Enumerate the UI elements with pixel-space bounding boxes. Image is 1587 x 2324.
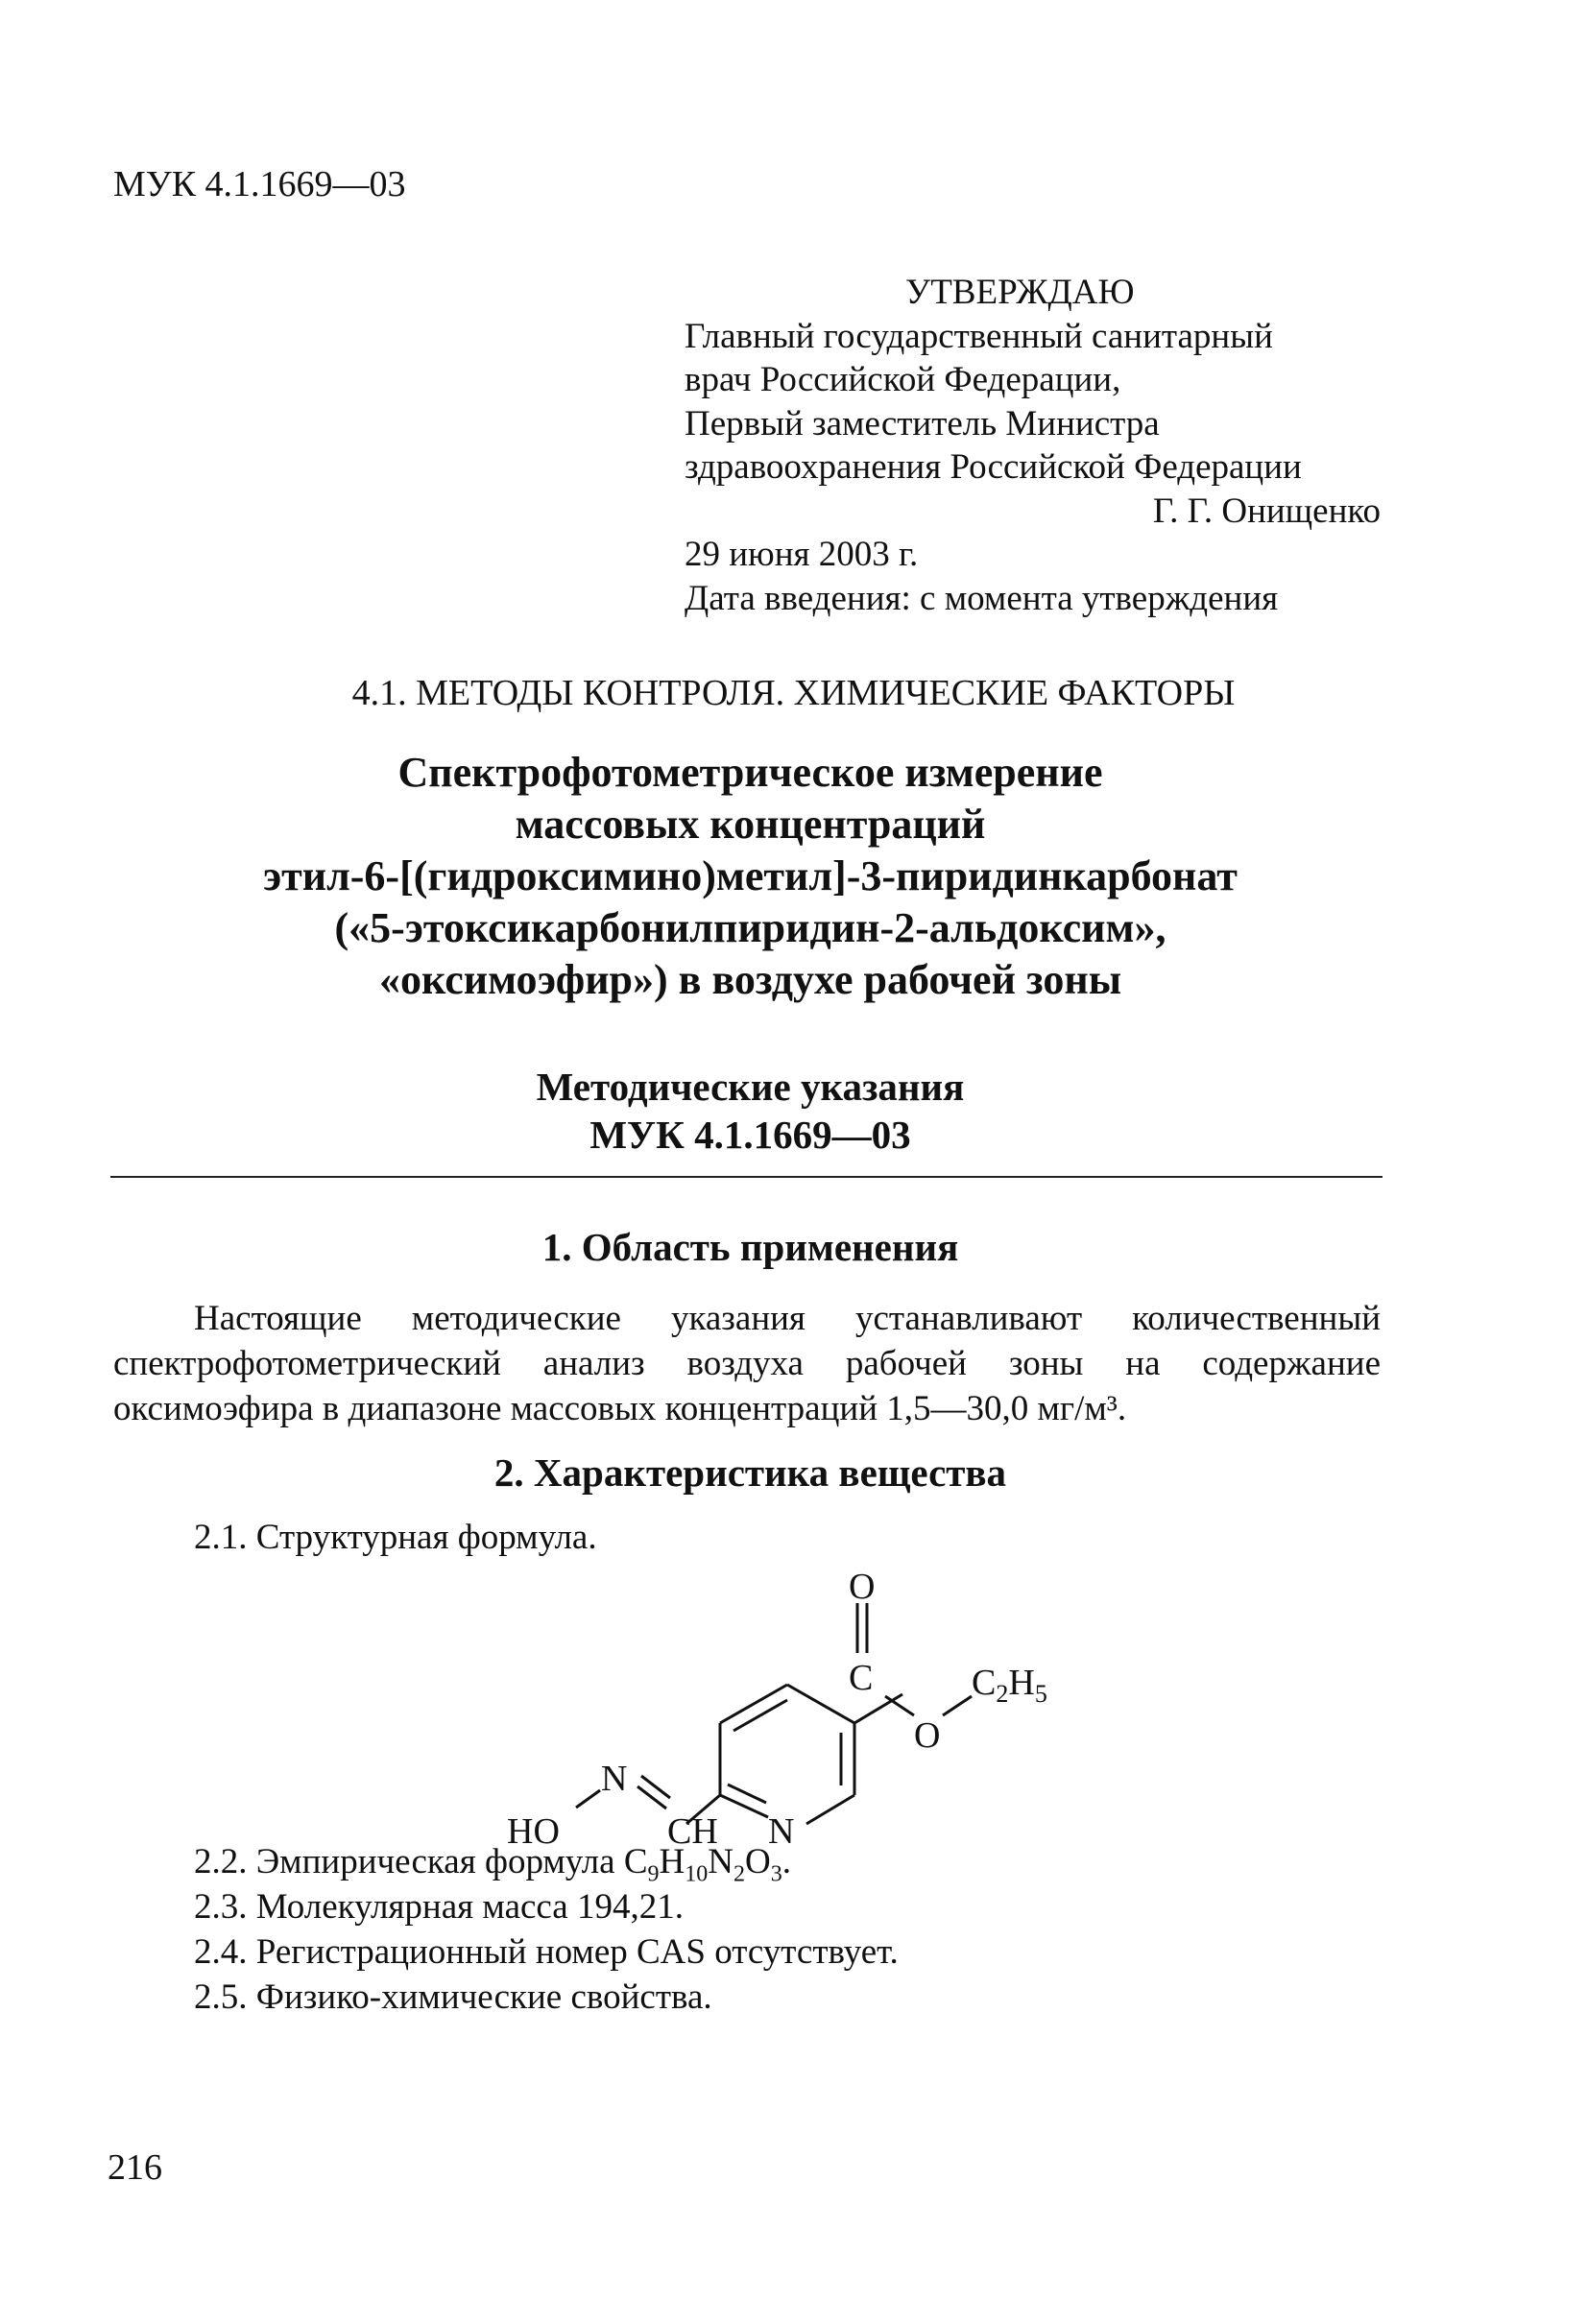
item-2-2 <box>194 1841 791 1887</box>
atom-label: O <box>849 1567 876 1607</box>
ring-bond <box>806 1795 854 1824</box>
divider <box>110 1176 1383 1178</box>
formula-subscript: 9 <box>647 1861 660 1887</box>
paragraph-line: оксимоэфира в диапазоне массовых концентраций 1,5—30,0 мг/м³. <box>113 1389 1127 1428</box>
formula-element: C <box>623 1842 648 1881</box>
paragraph-line: Настоящие методические указания устанавливают количественный <box>194 1299 1381 1338</box>
atom-label: C <box>849 1658 874 1698</box>
ring-bond <box>787 1685 854 1723</box>
item-2-2-label: 2.2. Эмпирическая формула <box>194 1842 624 1881</box>
ester-bond <box>854 1694 902 1723</box>
structural-formula <box>384 1560 1152 1857</box>
title-line: этил-6-[(гидроксимино)метил]-3-пиридинкарбонат <box>263 852 1238 899</box>
section-2-heading: 2. Характеристика вещества <box>493 1450 1007 1495</box>
atom-label: O <box>914 1715 941 1756</box>
atom-label: H <box>1008 1663 1035 1703</box>
approval-date: 29 июня 2003 г. <box>685 535 919 574</box>
document-subtitle <box>0 1063 1501 1159</box>
approval-line: Первый заместитель Министра <box>685 403 1160 443</box>
formula-element: N <box>708 1842 733 1881</box>
subscript: 2 <box>996 1680 1009 1708</box>
item-2-3: 2.3. Молекулярная масса 194,21. <box>194 1887 684 1927</box>
oxime-double-bond <box>641 1776 670 1798</box>
approval-block <box>685 271 1385 620</box>
approval-heading: УТВЕРЖДАЮ <box>905 273 1135 312</box>
item-2-5: 2.5. Физико-химические свойства. <box>194 1977 712 2017</box>
ring-double-bond <box>733 1700 787 1731</box>
ester-bond <box>943 1696 972 1715</box>
subtitle-kind: Методические указания <box>536 1065 965 1109</box>
atom-label: HO <box>507 1811 560 1852</box>
ring-bond <box>720 1795 768 1817</box>
subscript: 5 <box>1034 1680 1047 1708</box>
formula-element: H <box>659 1842 685 1881</box>
subtitle-code: МУК 4.1.1669—03 <box>589 1113 911 1157</box>
title-line: («5-этоксикарбонилпиридин-2-альдоксим», <box>334 904 1166 951</box>
section-heading: 4.1. МЕТОДЫ КОНТРОЛЯ. ХИМИЧЕСКИЕ ФАКТОРЫ <box>351 673 1236 713</box>
atom-label: CH <box>667 1811 718 1852</box>
title-line: Спектрофотометрическое измерение <box>397 749 1103 796</box>
approval-effective-date: Дата введения: с момента утверждения <box>685 578 1279 618</box>
ester-bond <box>885 1696 914 1715</box>
paragraph-line: спектрофотометрический анализ воздуха рабочей зоны на содержание <box>113 1344 1381 1383</box>
atom-label: N <box>601 1759 628 1799</box>
oxime-double-bond <box>637 1786 666 1809</box>
page-number: 216 <box>108 2147 162 2188</box>
formula-subscript: 3 <box>770 1861 782 1887</box>
formula-element: O <box>744 1842 771 1881</box>
section-1-heading: 1. Область применения <box>541 1225 959 1269</box>
formula-subscript: 2 <box>733 1861 745 1887</box>
item-2-2-suffix: . <box>781 1842 791 1881</box>
title-line: массовых концентраций <box>515 801 986 848</box>
document-code: МУК 4.1.1669—03 <box>113 164 406 204</box>
atom-label: C <box>972 1663 997 1703</box>
formula-subscript: 10 <box>685 1861 709 1887</box>
approval-line: здравоохранения Российской Федерации <box>685 447 1302 487</box>
atom-label <box>972 1663 1047 1708</box>
section-1-paragraph <box>113 1296 1381 1431</box>
atom-label: N <box>768 1811 795 1852</box>
document-title <box>0 747 1501 1006</box>
approval-line: врач Российской Федерации, <box>685 360 1121 399</box>
oxime-bond <box>576 1790 600 1808</box>
item-2-1: 2.1. Структурная формула. <box>194 1518 597 1557</box>
approval-signatory: Г. Г. Онищенко <box>1152 491 1381 531</box>
approval-line: Главный государственный санитарный <box>685 316 1273 356</box>
title-line: «оксимоэфир») в воздухе рабочей зоны <box>378 956 1122 1003</box>
item-2-4: 2.4. Регистрационный номер CAS отсутствует. <box>194 1932 899 1972</box>
ring-bond <box>720 1685 787 1723</box>
